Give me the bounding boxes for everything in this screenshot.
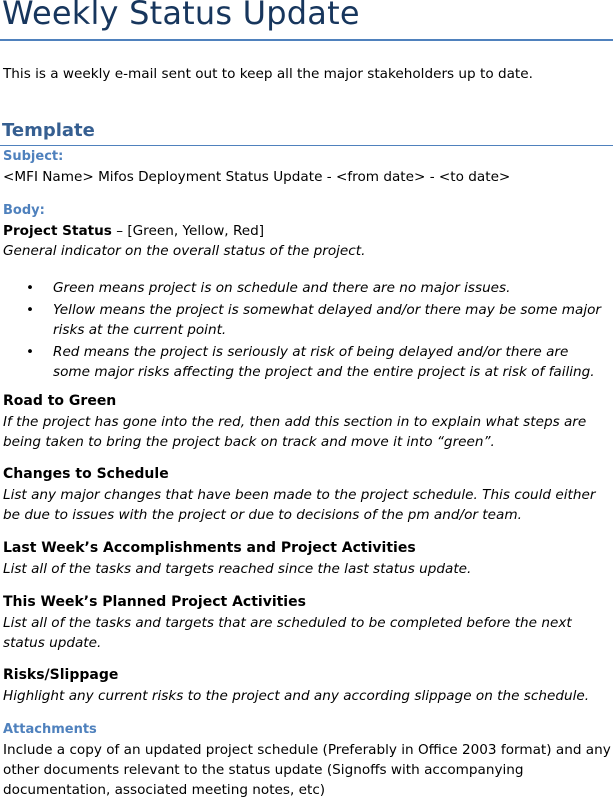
project-status-description: General indicator on the overall status of the project. (3, 243, 366, 259)
list-item (0, 342, 613, 382)
last-week-description: List all of the tasks and targets reached since the last status update. (3, 561, 472, 577)
bullet-text-yellow: Yellow means the project is somewhat delayed and/or there may be some major risks at the current point. (53, 302, 602, 338)
list-item (0, 300, 613, 340)
attachments-description: Include a copy of an updated project schedule (Preferably in Office 2003 format) and any other documents relevant to the status update (Signoffs with accompanying documentation, associated meeting notes, etc) (3, 742, 611, 798)
status-bullet-list (0, 278, 613, 384)
template-underline (0, 145, 613, 146)
road-to-green-title: Road to Green (3, 393, 117, 409)
subject-label: Subject: (3, 149, 64, 164)
risks-slippage-title: Risks/Slippage (3, 667, 119, 683)
title-underline (0, 39, 613, 41)
project-status-line (3, 221, 264, 241)
bullet-icon: • (26, 280, 35, 296)
intro-text: This is a weekly e-mail sent out to keep all the major stakeholders up to date. (3, 66, 533, 82)
document-title: Weekly Status Update (2, 0, 360, 32)
bullet-text-green: Green means project is on schedule and there are no major issues. (53, 280, 511, 296)
list-item (0, 278, 613, 298)
subject-value: <MFI Name> Mifos Deployment Status Update - <from date> - <to date> (3, 169, 511, 185)
road-to-green-description: If the project has gone into the red, then add this section in to explain what steps are being taken to bring the project back on track and move it into “green”. (3, 414, 587, 450)
body-label: Body: (3, 203, 45, 218)
this-week-title: This Week’s Planned Project Activities (3, 594, 306, 610)
changes-to-schedule-title: Changes to Schedule (3, 466, 169, 482)
attachments-label: Attachments (3, 722, 97, 737)
bullet-icon: • (26, 302, 35, 318)
risks-slippage-description: Highlight any current risks to the project and any according slippage on the schedule. (3, 688, 590, 704)
project-status-title: Project Status (3, 223, 112, 239)
bullet-text-red: Red means the project is seriously at risk of being delayed and/or there are some major risks affecting the project and the entire project is at risk of failing. (53, 344, 595, 380)
changes-to-schedule-description: List any major changes that have been made to the project schedule. This could either be due to issues with the project or due to decisions of the pm and/or team. (3, 487, 596, 523)
this-week-description: List all of the tasks and targets that are scheduled to be completed before the next status update. (3, 615, 572, 651)
last-week-title: Last Week’s Accomplishments and Project Activities (3, 540, 416, 556)
template-heading: Template (2, 120, 95, 141)
bullet-icon: • (26, 344, 35, 360)
project-status-options: – [Green, Yellow, Red] (111, 223, 265, 239)
